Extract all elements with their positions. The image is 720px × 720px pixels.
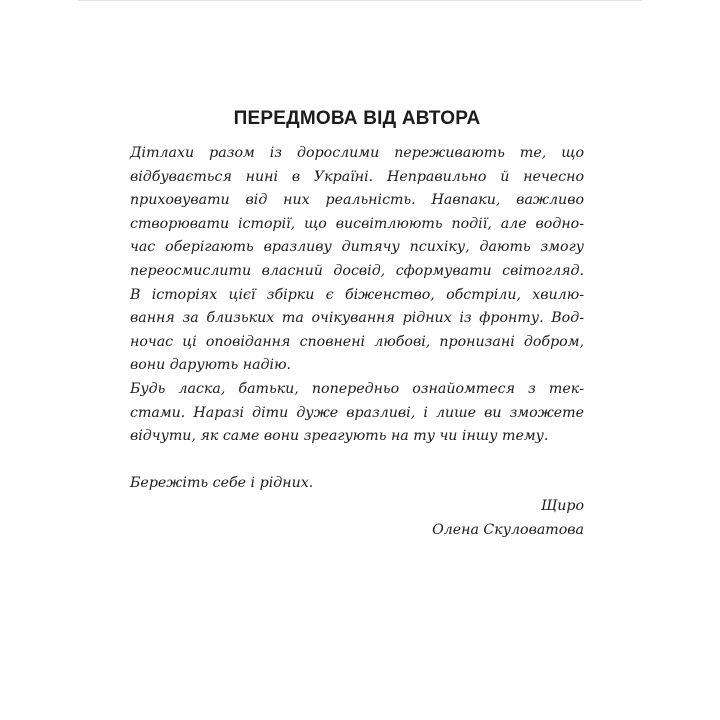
text-line: відчути, як саме вони зреагують на ту чи іншу тему. — [130, 428, 549, 445]
text-line: переосмислити власний досвід, сформувати світогляд. — [130, 262, 584, 279]
page-top-border — [78, 0, 642, 1]
paragraph-2 — [130, 284, 584, 378]
text-line: відбувається нині в Україні. Неправильно й нечесно — [130, 168, 584, 185]
text-line: Будь ласка, батьки, попередньо ознайомтеся з тек- — [130, 380, 584, 397]
text-line: приховувати від них реальність. Навпаки, важливо — [130, 192, 584, 209]
signature-salutation: Щиро — [541, 498, 584, 515]
text-line: створювати історії, що висвітлюють події, але водно- — [130, 215, 584, 232]
paragraph-3 — [130, 378, 584, 449]
text-line: Дітлахи разом із дорослими переживають те, що — [130, 145, 584, 161]
paragraph-1 — [130, 142, 584, 284]
closing-line: Бережіть себе і рідних. — [130, 474, 314, 491]
text-line: вання за близьких та очікування рідних із фронту. Вод- — [130, 310, 584, 327]
book-page — [130, 108, 584, 543]
foreword-body — [130, 142, 584, 543]
text-line: В історіях цієї збірки є біженство, обстріли, хвилю- — [130, 286, 584, 303]
text-line: ночас ці оповідання сповнені любові, пронизані добром, — [130, 333, 584, 350]
page-title: ПЕРЕДМОВА ВІД АВТОРА — [233, 108, 481, 129]
text-line: вони дарують надію. — [130, 357, 292, 374]
signature-author: Олена Скуловатова — [432, 521, 584, 538]
paragraph-spacer — [130, 449, 584, 472]
text-line: стами. Наразі діти дуже вразливі, і лише ви зможете — [130, 404, 584, 421]
text-line: час оберігають вразливу дитячу психіку, дають змогу — [130, 239, 584, 256]
